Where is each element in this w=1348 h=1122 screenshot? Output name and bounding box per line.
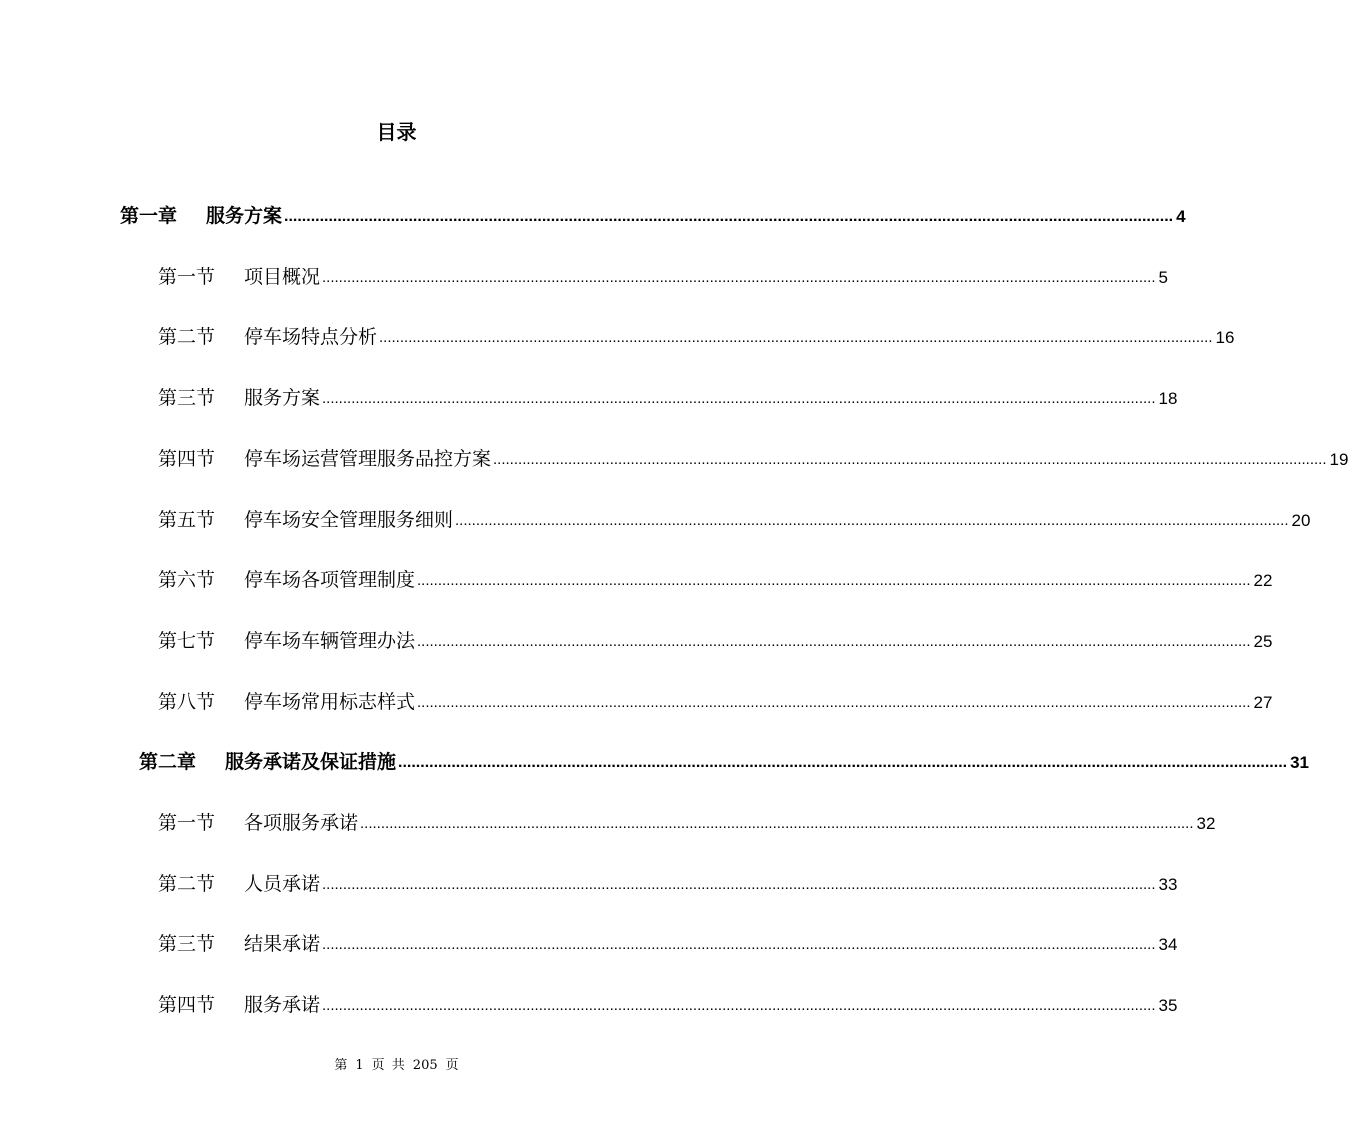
toc-page-number: 35 [1158,996,1178,1015]
toc-dot-leader: ........................................................................................................................................................................................................ [379,329,1213,346]
toc-entry-title: 项目概况 [244,266,321,288]
toc-entry-title: 停车场安全管理服务细则 [244,509,454,531]
toc-page-number: 25 [1253,632,1273,651]
toc-page-number: 19 [1329,450,1348,469]
toc-page-number: 33 [1158,875,1178,894]
toc-entry-title: 服务承诺 [244,994,321,1016]
toc-dot-leader: ........................................................................................................................................................................................................ [284,208,1174,225]
toc-entry-title: 停车场常用标志样式 [244,691,416,713]
toc-dot-leader: ........................................................................................................................................................................................................ [360,815,1194,832]
toc-section-entry[interactable] [158,566,1273,594]
toc-entry-label: 第四节 [158,994,216,1016]
toc-entry-label: 第一章 [120,205,178,227]
toc-entry-label: 第四节 [158,448,216,470]
toc-page-number: 27 [1253,693,1273,712]
toc-entry-label: 第六节 [158,569,216,591]
footer-current-page: 1 [355,1058,364,1073]
toc-dot-leader: ........................................................................................................................................................................................................ [398,754,1288,771]
toc-chapter-entry[interactable] [120,202,1186,230]
toc-section-entry[interactable] [158,688,1273,716]
toc-dot-leader: ........................................................................................................................................................................................................ [322,997,1156,1014]
toc-page-number: 5 [1158,268,1168,287]
toc-entry-label: 第三节 [158,933,216,955]
toc-page-number: 18 [1158,389,1178,408]
toc-entry-title: 停车场各项管理制度 [244,569,416,591]
toc-page-number: 34 [1158,935,1178,954]
toc-dot-leader: ........................................................................................................................................................................................................ [322,936,1156,953]
toc-entry-label: 第一节 [158,812,216,834]
toc-entry-label: 第三节 [158,387,216,409]
toc-entry-label: 第二节 [158,873,216,895]
toc-dot-leader: ........................................................................................................................................................................................................ [493,451,1327,468]
toc-chapter-entry[interactable] [139,748,1309,776]
toc-section-entry[interactable] [158,263,1168,291]
toc-page-number: 31 [1290,753,1309,772]
toc-dot-leader: ........................................................................................................................................................................................................ [417,572,1251,589]
toc-entry-label: 第二节 [158,326,216,348]
toc-entry-title: 停车场车辆管理办法 [244,630,416,652]
toc-section-entry[interactable] [158,323,1235,351]
toc-page-number: 32 [1196,814,1216,833]
footer-suffix: 页 [445,1058,459,1073]
toc-entry-label: 第二章 [139,751,197,773]
toc-entry-title: 服务承诺及保证措施 [225,751,397,773]
toc-entry-title: 结果承诺 [244,933,321,955]
toc-section-entry[interactable] [158,627,1273,655]
toc-page-number: 4 [1176,207,1186,226]
toc-dot-leader: ........................................................................................................................................................................................................ [417,694,1251,711]
toc-entry-title: 停车场特点分析 [244,326,378,348]
toc-section-entry[interactable] [158,506,1311,534]
toc-dot-leader: ........................................................................................................................................................................................................ [322,390,1156,407]
toc-section-entry[interactable] [158,930,1178,958]
toc-entry-label: 第八节 [158,691,216,713]
page-footer [0,1056,793,1076]
toc-section-entry[interactable] [158,445,1348,473]
toc-dot-leader: ........................................................................................................................................................................................................ [417,633,1251,650]
toc-entry-title: 人员承诺 [244,873,321,895]
toc-entry-label: 第五节 [158,509,216,531]
footer-prefix: 第 [334,1058,348,1073]
toc-entry-title: 停车场运营管理服务品控方案 [244,448,492,470]
toc-entry-title: 服务方案 [206,205,283,227]
toc-section-entry[interactable] [158,870,1178,898]
footer-total-pages: 205 [412,1058,438,1073]
toc-section-entry[interactable] [158,809,1216,837]
toc-dot-leader: ........................................................................................................................................................................................................ [455,512,1289,529]
toc-entry-title: 服务方案 [244,387,321,409]
toc-section-entry[interactable] [158,384,1178,412]
toc-entry-label: 第一节 [158,266,216,288]
toc-page-number: 16 [1215,328,1235,347]
toc-dot-leader: ........................................................................................................................................................................................................ [322,269,1156,286]
toc-page-number: 20 [1291,511,1311,530]
toc-title: 目录 [376,120,417,144]
toc-dot-leader: ........................................................................................................................................................................................................ [322,876,1156,893]
toc-entry-label: 第七节 [158,630,216,652]
toc-page-number: 22 [1253,571,1273,590]
footer-middle: 页 共 [371,1058,405,1073]
toc-section-entry[interactable] [158,991,1178,1019]
toc-entry-title: 各项服务承诺 [244,812,359,834]
